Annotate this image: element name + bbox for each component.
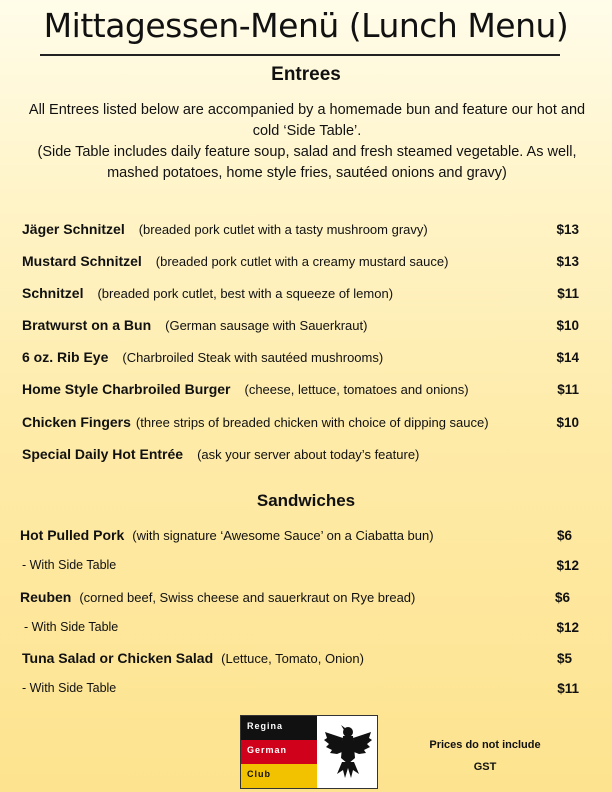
item-desc: (breaded pork cutlet, best with a squeeze of lemon) [97, 286, 394, 301]
item-price: $5 [556, 651, 572, 666]
club-logo [240, 715, 378, 789]
item-name: Home Style Charbroiled Burger [22, 381, 231, 397]
menu-title: Mittagessen-Menü (Lunch Menu) [43, 6, 569, 45]
item-price: $10 [556, 318, 579, 333]
item-desc: (breaded pork cutlet with a creamy mustard sauce) [155, 254, 449, 269]
item-price: $14 [556, 350, 579, 365]
entrees-intro [18, 100, 596, 184]
menu-item [22, 446, 582, 466]
menu-item [22, 349, 582, 369]
menu-item [22, 285, 582, 305]
menu-item [22, 414, 582, 434]
item-name: Hot Pulled Pork [20, 527, 125, 543]
item-desc: (corned beef, Swiss cheese and sauerkraut on Rye bread) [79, 590, 416, 605]
item-desc: (German sausage with Sauerkraut) [165, 318, 368, 333]
item-desc: (Lettuce, Tomato, Onion) [221, 651, 364, 666]
item-name: Bratwurst on a Bun [22, 317, 152, 333]
gst-note [420, 734, 550, 778]
item-price: $6 [554, 590, 570, 605]
side-table-price: $11 [557, 681, 579, 696]
item-price: $13 [556, 222, 579, 237]
item-desc: (with signature ‘Awesome Sauce’ on a Ciabatta bun) [132, 528, 434, 543]
item-name: 6 oz. Rib Eye [22, 349, 109, 365]
item-desc: (Charbroiled Steak with sautéed mushrooms) [122, 350, 384, 365]
menu-item [20, 589, 582, 609]
item-name: Mustard Schnitzel [22, 253, 142, 269]
item-desc: (cheese, lettuce, tomatoes and onions) [244, 382, 469, 397]
intro-line-2: (Side Table includes daily feature soup, salad and fresh steamed vegetable. As well, mashed potatoes, home style fries, sautéed onions and gravy) [37, 144, 577, 181]
menu-item [22, 221, 582, 241]
menu-item [22, 650, 582, 670]
item-price: $10 [556, 415, 579, 430]
menu-item [22, 381, 582, 401]
logo-text-3: Club [247, 769, 271, 779]
item-name: Tuna Salad or Chicken Salad [22, 650, 214, 666]
sandwiches-heading: Sandwiches [256, 491, 356, 510]
item-desc: (three strips of breaded chicken with choice of dipping sauce) [135, 415, 489, 430]
eagle-icon [323, 722, 373, 782]
menu-item [22, 253, 582, 273]
item-name: Reuben [20, 589, 72, 605]
side-table-label: - With Side Table [24, 620, 119, 634]
menu-item [22, 317, 582, 337]
item-name: Special Daily Hot Entrée [22, 446, 184, 462]
menu-item [20, 527, 582, 547]
item-price: $13 [556, 254, 579, 269]
logo-stripe-black [241, 716, 317, 740]
side-table-price: $12 [556, 558, 579, 573]
logo-stripe-gold [241, 764, 317, 788]
side-table-price: $12 [556, 620, 579, 635]
side-table-label: - With Side Table [22, 681, 117, 695]
side-table-label: - With Side Table [22, 558, 117, 572]
entrees-heading: Entrees [271, 64, 341, 85]
item-price: $11 [557, 286, 579, 301]
logo-text-2: German [247, 745, 288, 755]
logo-stripe-red [241, 740, 317, 764]
gst-note-line-1: Prices do not include [429, 739, 541, 751]
item-name: Schnitzel [22, 285, 84, 301]
gst-note-line-2: GST [473, 761, 497, 773]
intro-line-1: All Entrees listed below are accompanied by a homemade bun and feature our hot and cold ‘Side Table’. [28, 102, 586, 139]
item-price: $11 [557, 382, 579, 397]
title-divider [40, 54, 560, 56]
item-price: $6 [556, 528, 572, 543]
item-desc: (ask your server about today’s feature) [197, 447, 420, 462]
item-name: Jäger Schnitzel [22, 221, 125, 237]
logo-text-1: Regina [247, 721, 284, 731]
item-desc: (breaded pork cutlet with a tasty mushroom gravy) [138, 222, 428, 237]
item-name: Chicken Fingers [22, 414, 131, 430]
